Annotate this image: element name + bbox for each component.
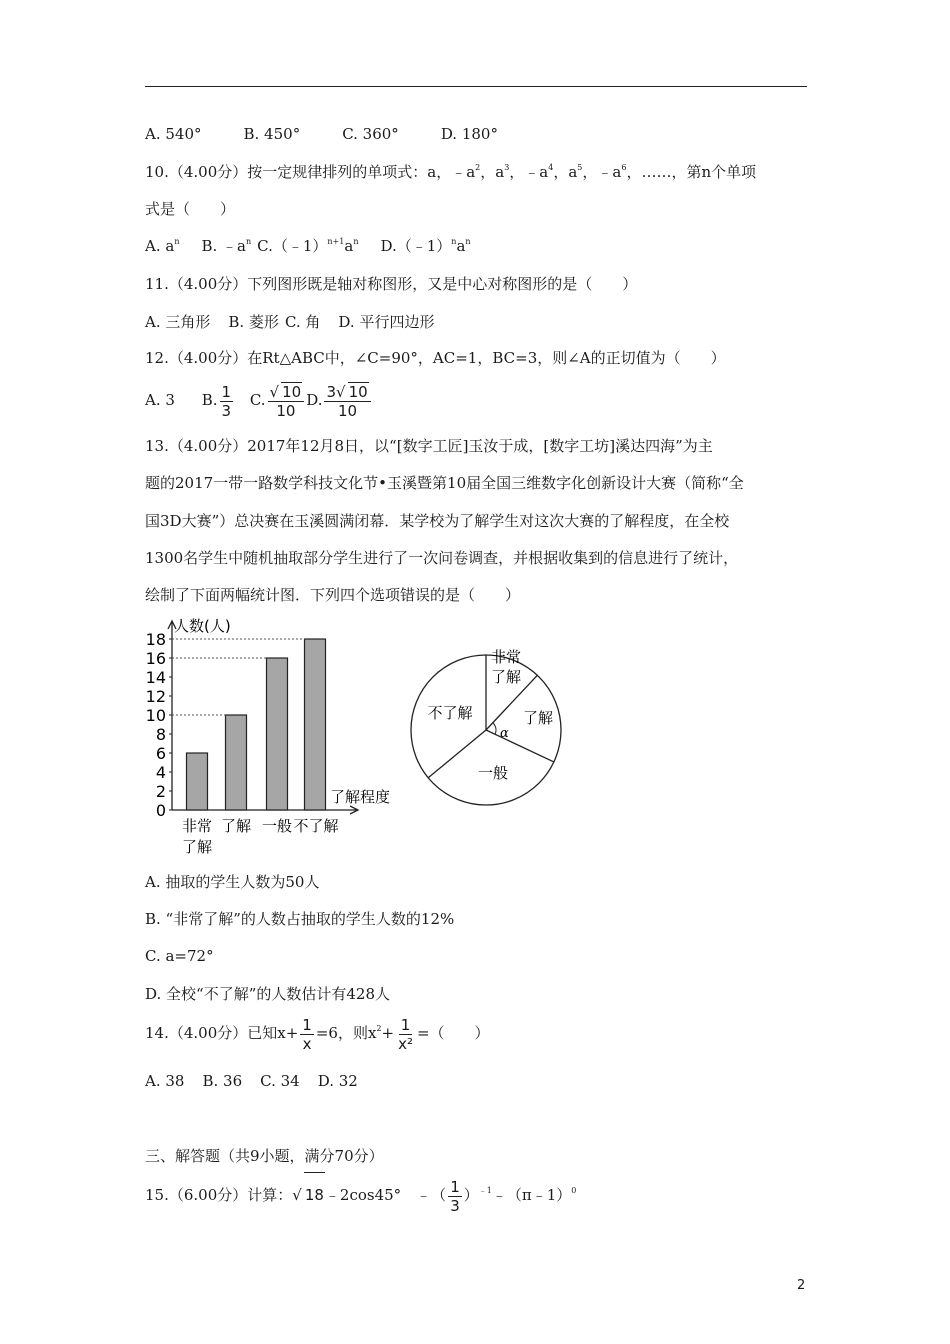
page-number: 2 xyxy=(797,1278,806,1293)
q13-charts xyxy=(140,612,580,860)
q10-stem-line2: 式是（ ） xyxy=(145,200,236,218)
x-tick-label: 一般 xyxy=(261,817,293,835)
q9-option-a: A. 540° xyxy=(145,125,202,143)
x-tick-label: 了解 xyxy=(220,817,252,835)
section-3-title: 三、解答题（共9小题，满分70分） xyxy=(145,1147,384,1165)
q9-option-d: D. 180° xyxy=(440,125,498,143)
q15-stem: 15.（6.00分）计算：√ 18﹣2cos45° ﹣（ $\frac{1}{3}$ ）$^{﹣1}$﹣（π﹣1）$^0$ xyxy=(145,1172,576,1217)
q12-options xyxy=(145,380,373,420)
bar xyxy=(187,753,208,810)
pie-slice-label: 了解 xyxy=(522,709,554,727)
q13-stem-line2: 题的2017一带一路数学科技文化节•玉溪暨第10届全国三维数字化创新设计大赛（简称“全 xyxy=(145,474,744,492)
alpha-label: α xyxy=(500,726,509,741)
pie-slice-label: 非常 xyxy=(490,648,522,666)
x-axis-label: 了解程度 xyxy=(330,788,391,806)
y-tick-label: 2 xyxy=(155,782,166,801)
q9-option-c: C. 360° xyxy=(342,125,399,143)
y-tick-label: 8 xyxy=(155,725,166,744)
q11-option-a: A. 三角形 xyxy=(145,313,211,331)
q11-options xyxy=(145,312,434,332)
q11-option-b: B. 菱形 xyxy=(228,313,279,331)
x-tick-label: 不了解 xyxy=(293,817,339,835)
q13-option-d: D. 全校“不了解”的人数估计有428人 xyxy=(145,985,390,1003)
q11-stem: 11.（4.00分）下列图形既是轴对称图形，又是中心对称图形的是（ ） xyxy=(145,275,638,293)
pie-slice-label: 了解 xyxy=(490,668,522,686)
q14-options xyxy=(145,1071,358,1091)
q13-option-b: B. “非常了解”的人数占抽取的学生人数的12% xyxy=(145,910,455,928)
q10-options xyxy=(145,236,471,256)
pie-slice-label: 一般 xyxy=(477,764,509,782)
x-tick-label: 了解 xyxy=(181,838,213,856)
y-tick-label: 6 xyxy=(155,744,166,763)
q12-option-d: D. $\frac{3√ 10}{10}$ xyxy=(306,391,372,409)
q12-option-c: C. $\frac{√ 10}{10}$ xyxy=(250,391,306,409)
y-tick-label: 18 xyxy=(145,630,166,649)
q13-stem-line5: 绘制了下面两幅统计图．下列四个选项错误的是（ ） xyxy=(145,586,521,604)
q10-option-a: A. $a^n$ xyxy=(145,237,180,255)
pie-chart xyxy=(411,648,561,805)
q13-option-c: C. a=72° xyxy=(145,947,214,965)
q13-option-a: A. 抽取的学生人数为50人 xyxy=(145,873,320,891)
y-tick-label: 0 xyxy=(155,801,166,820)
q9-options xyxy=(145,124,540,144)
q12-option-a: A. 3 xyxy=(145,391,175,409)
q14-option-b: B. 36 xyxy=(202,1072,243,1090)
q12-stem: 12.（4.00分）在Rt△ABC中，∠C=90°，AC=1，BC=3，则∠A的正切值为（ ） xyxy=(145,349,726,367)
q10-option-c: $C.(﹣1)^{n+1}a^n$ xyxy=(257,237,359,255)
y-tick-label: 10 xyxy=(145,706,166,725)
q13-stem-line1: 13.（4.00分）2017年12月8日，以“[数字工匠]玉汝于成，[数字工坊]溪达四海”为主 xyxy=(145,437,713,455)
q14-stem: 14.（4.00分）已知x+ $\frac{1}{x}$ =6，则$x^2+$ $\frac{1}{\text{x²}}$ =（ ） xyxy=(145,1015,490,1053)
y-tick-label: 4 xyxy=(155,763,166,782)
x-tick-label: 非常 xyxy=(181,817,213,835)
bar xyxy=(267,658,288,810)
q13-stem-line4: 1300名学生中随机抽取部分学生进行了一次问卷调查，并根据收集到的信息进行了统计， xyxy=(145,549,739,567)
q14-option-c: C. 34 xyxy=(260,1072,300,1090)
q13-stem-line3: 国3D大赛”）总决赛在玉溪圆满闭幕．某学校为了解学生对这次大赛的了解程度，在全校 xyxy=(145,512,730,530)
q11-option-d: D. 平行四边形 xyxy=(338,313,435,331)
bar xyxy=(226,715,247,810)
y-axis-label: 人数(人) xyxy=(174,617,231,635)
y-tick-label: 16 xyxy=(145,649,166,668)
q14-option-a: A. 38 xyxy=(145,1072,185,1090)
q14-option-d: D. 32 xyxy=(317,1072,358,1090)
q10-stem: 10.（4.00分）按一定规律排列的单项式：a，$﹣a^2$，$a^3$，$﹣a^4$，$a^5$，$﹣a^6$，……，第n个单项 xyxy=(145,163,757,181)
pie-slice-label: 不了解 xyxy=(427,704,473,722)
q11-option-c: C. 角 xyxy=(284,313,321,331)
bar xyxy=(305,639,326,810)
y-tick-label: 12 xyxy=(145,687,166,706)
y-tick-label: 14 xyxy=(145,668,166,687)
bar-chart xyxy=(146,617,390,856)
header-rule xyxy=(145,86,807,87)
q12-option-b: B. $\frac{1}{3}$ xyxy=(201,382,232,420)
q10-option-b: B. $﹣a^n$ xyxy=(201,237,252,255)
q10-option-d: $D.(﹣1)^na^n$ xyxy=(380,237,471,255)
q9-option-b: B. 450° xyxy=(243,125,301,143)
